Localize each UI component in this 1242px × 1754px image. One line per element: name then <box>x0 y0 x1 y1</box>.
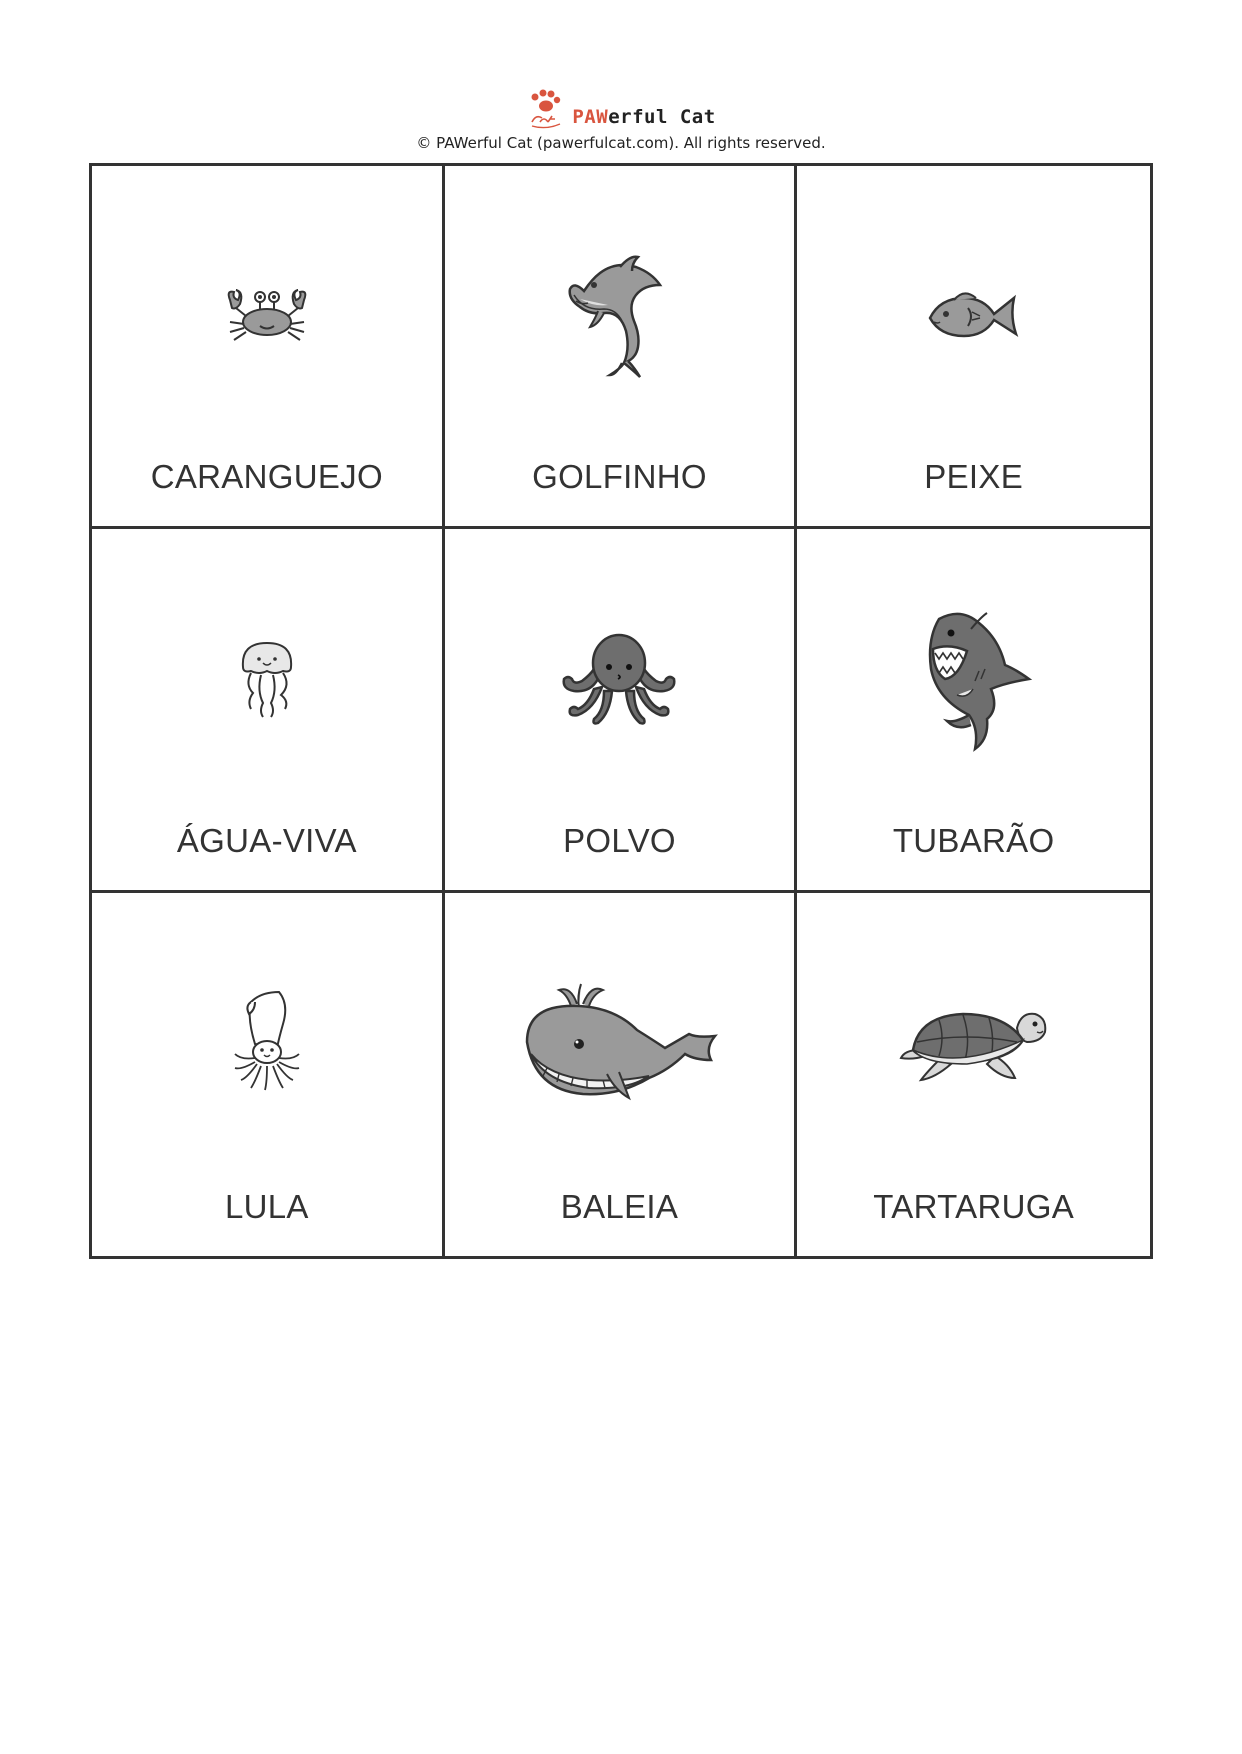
page-header <box>0 86 1242 152</box>
squid-icon <box>92 953 442 1133</box>
card-label: TUBARÃO <box>892 821 1055 859</box>
card-label: PEIXE <box>924 458 1024 496</box>
brand-name-suffix: erful Cat <box>608 106 716 128</box>
card-crab <box>92 166 445 529</box>
shark-icon <box>797 589 1150 769</box>
card-squid <box>92 893 445 1256</box>
brand-name <box>572 106 715 128</box>
paw-logo-icon <box>526 88 566 132</box>
card-dolphin <box>445 166 798 529</box>
brand-name-prefix: PAW <box>572 106 609 128</box>
whale-icon <box>445 953 795 1133</box>
brand <box>0 86 1242 134</box>
card-shark <box>797 529 1150 892</box>
jellyfish-icon <box>92 589 442 769</box>
copyright-notice: © PAWerful Cat (pawerfulcat.com). All rights reserved. <box>416 134 826 152</box>
dolphin-icon <box>445 226 795 406</box>
card-turtle <box>797 893 1150 1256</box>
card-label: GOLFINHO <box>532 458 707 496</box>
card-octopus <box>445 529 798 892</box>
fish-icon <box>797 226 1150 406</box>
flashcard-grid <box>89 163 1153 1259</box>
crab-icon <box>92 226 442 406</box>
card-whale <box>445 893 798 1256</box>
card-label: ÁGUA-VIVA <box>176 821 357 859</box>
turtle-icon <box>797 953 1150 1133</box>
card-label: BALEIA <box>560 1188 679 1225</box>
card-label: LULA <box>224 1188 309 1225</box>
octopus-icon <box>445 589 795 769</box>
card-jellyfish <box>92 529 445 892</box>
card-label: POLVO <box>563 821 676 859</box>
card-label: TARTARUGA <box>873 1188 1075 1225</box>
card-label: CARANGUEJO <box>150 458 383 496</box>
card-fish <box>797 166 1150 529</box>
